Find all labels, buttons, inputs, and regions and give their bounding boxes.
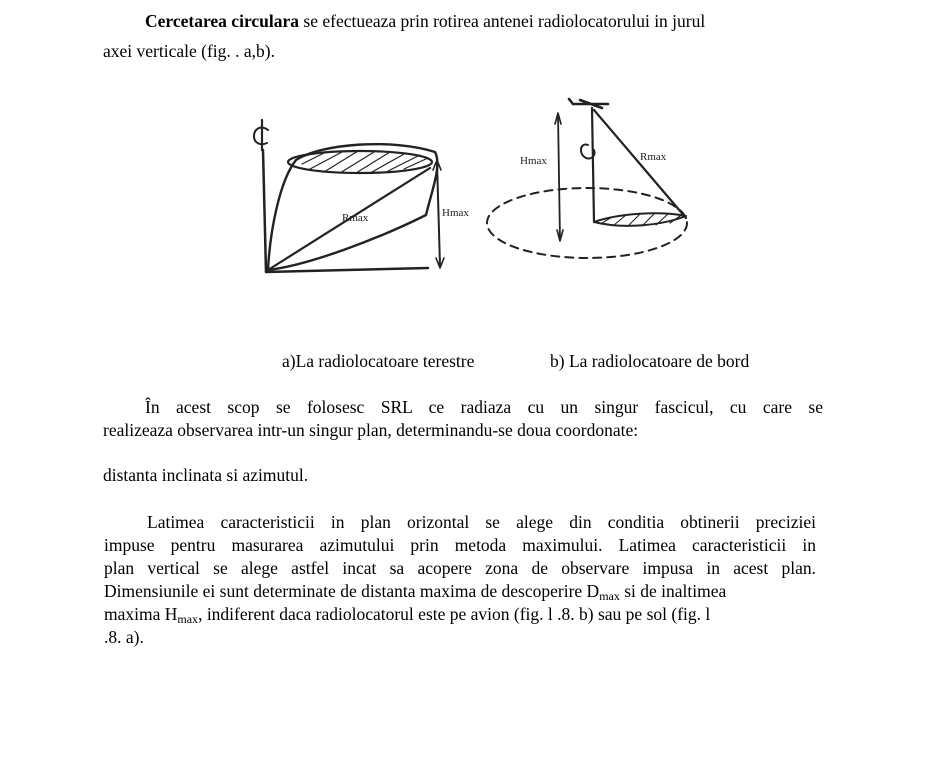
para3-line-2: impuse pentru masurarea azimutului prin metoda maximului. Latimea caracteristicii in: [104, 535, 816, 555]
label-hmax-right: Hmax: [520, 155, 547, 167]
para3-line-5-b: , indiferent daca radiolocatorul este pe avion (fig. l .8. b) sau pe sol (fig. l: [198, 604, 711, 624]
para3-line-4-a: Dimensiunile ei sunt determinate de distanta maxima de descoperire D: [104, 581, 600, 601]
intro-line-1: [145, 10, 705, 32]
hmax-dimension-right: [558, 114, 560, 240]
intro-line-2: axei verticale (fig. . a,b).: [103, 41, 275, 61]
para3-line-1: Latimea caracteristicii in plan orizontal se alege din conditia obtinerii preciziei: [147, 512, 816, 532]
vertical-axis-left: [263, 150, 266, 272]
para3-line-6: .8. a).: [104, 627, 144, 647]
para3-line-4-b: si de inaltimea: [619, 581, 727, 601]
para3-line-5-sub: max: [177, 612, 199, 626]
label-rmax-right: Rmax: [640, 151, 667, 163]
para2-line-2: realizeaza observarea intr-un singur plan, determinandu-se doua coordonate:: [103, 420, 639, 440]
para3-line-5-a: maxima H: [104, 604, 178, 624]
vertical-drop-line: [592, 108, 594, 222]
intro-bold-term: Cercetarea circulara: [145, 11, 300, 31]
label-rmax-left: Rmax: [342, 212, 369, 224]
intro-line-1-rest: se efectueaza prin rotirea antenei radiolocatorului in jurul: [299, 11, 706, 31]
para3-line-4-sub: max: [599, 589, 620, 603]
hmax-dimension-left: [437, 162, 440, 266]
para3-line-3: plan vertical se alege astfel incat sa acopere zona de observare impusa in acest plan.: [104, 558, 816, 578]
para2-line-1: În acest scop se folosesc SRL ce radiaza cu un singur fascicul, cu care se: [145, 397, 823, 417]
radar-coverage-figure: [230, 90, 710, 290]
para3-line-4: [104, 580, 816, 602]
rmax-line-right: [594, 110, 686, 218]
ground-line-left: [266, 268, 428, 272]
label-hmax-left: Hmax: [442, 207, 469, 219]
beam-lobe-left: [268, 144, 437, 270]
caption-b: b) La radiolocatoare de bord: [550, 351, 750, 371]
airborne-radar-diagram: [487, 99, 687, 258]
caption-a: a)La radiolocatoare terestre: [282, 351, 475, 371]
para2-line-3: distanta inclinata si azimutul.: [103, 465, 309, 485]
lens-hatching-right: [602, 214, 680, 226]
ground-radar-diagram: [254, 120, 469, 272]
aircraft-icon: [569, 99, 608, 108]
para3-line-5: [104, 603, 816, 625]
